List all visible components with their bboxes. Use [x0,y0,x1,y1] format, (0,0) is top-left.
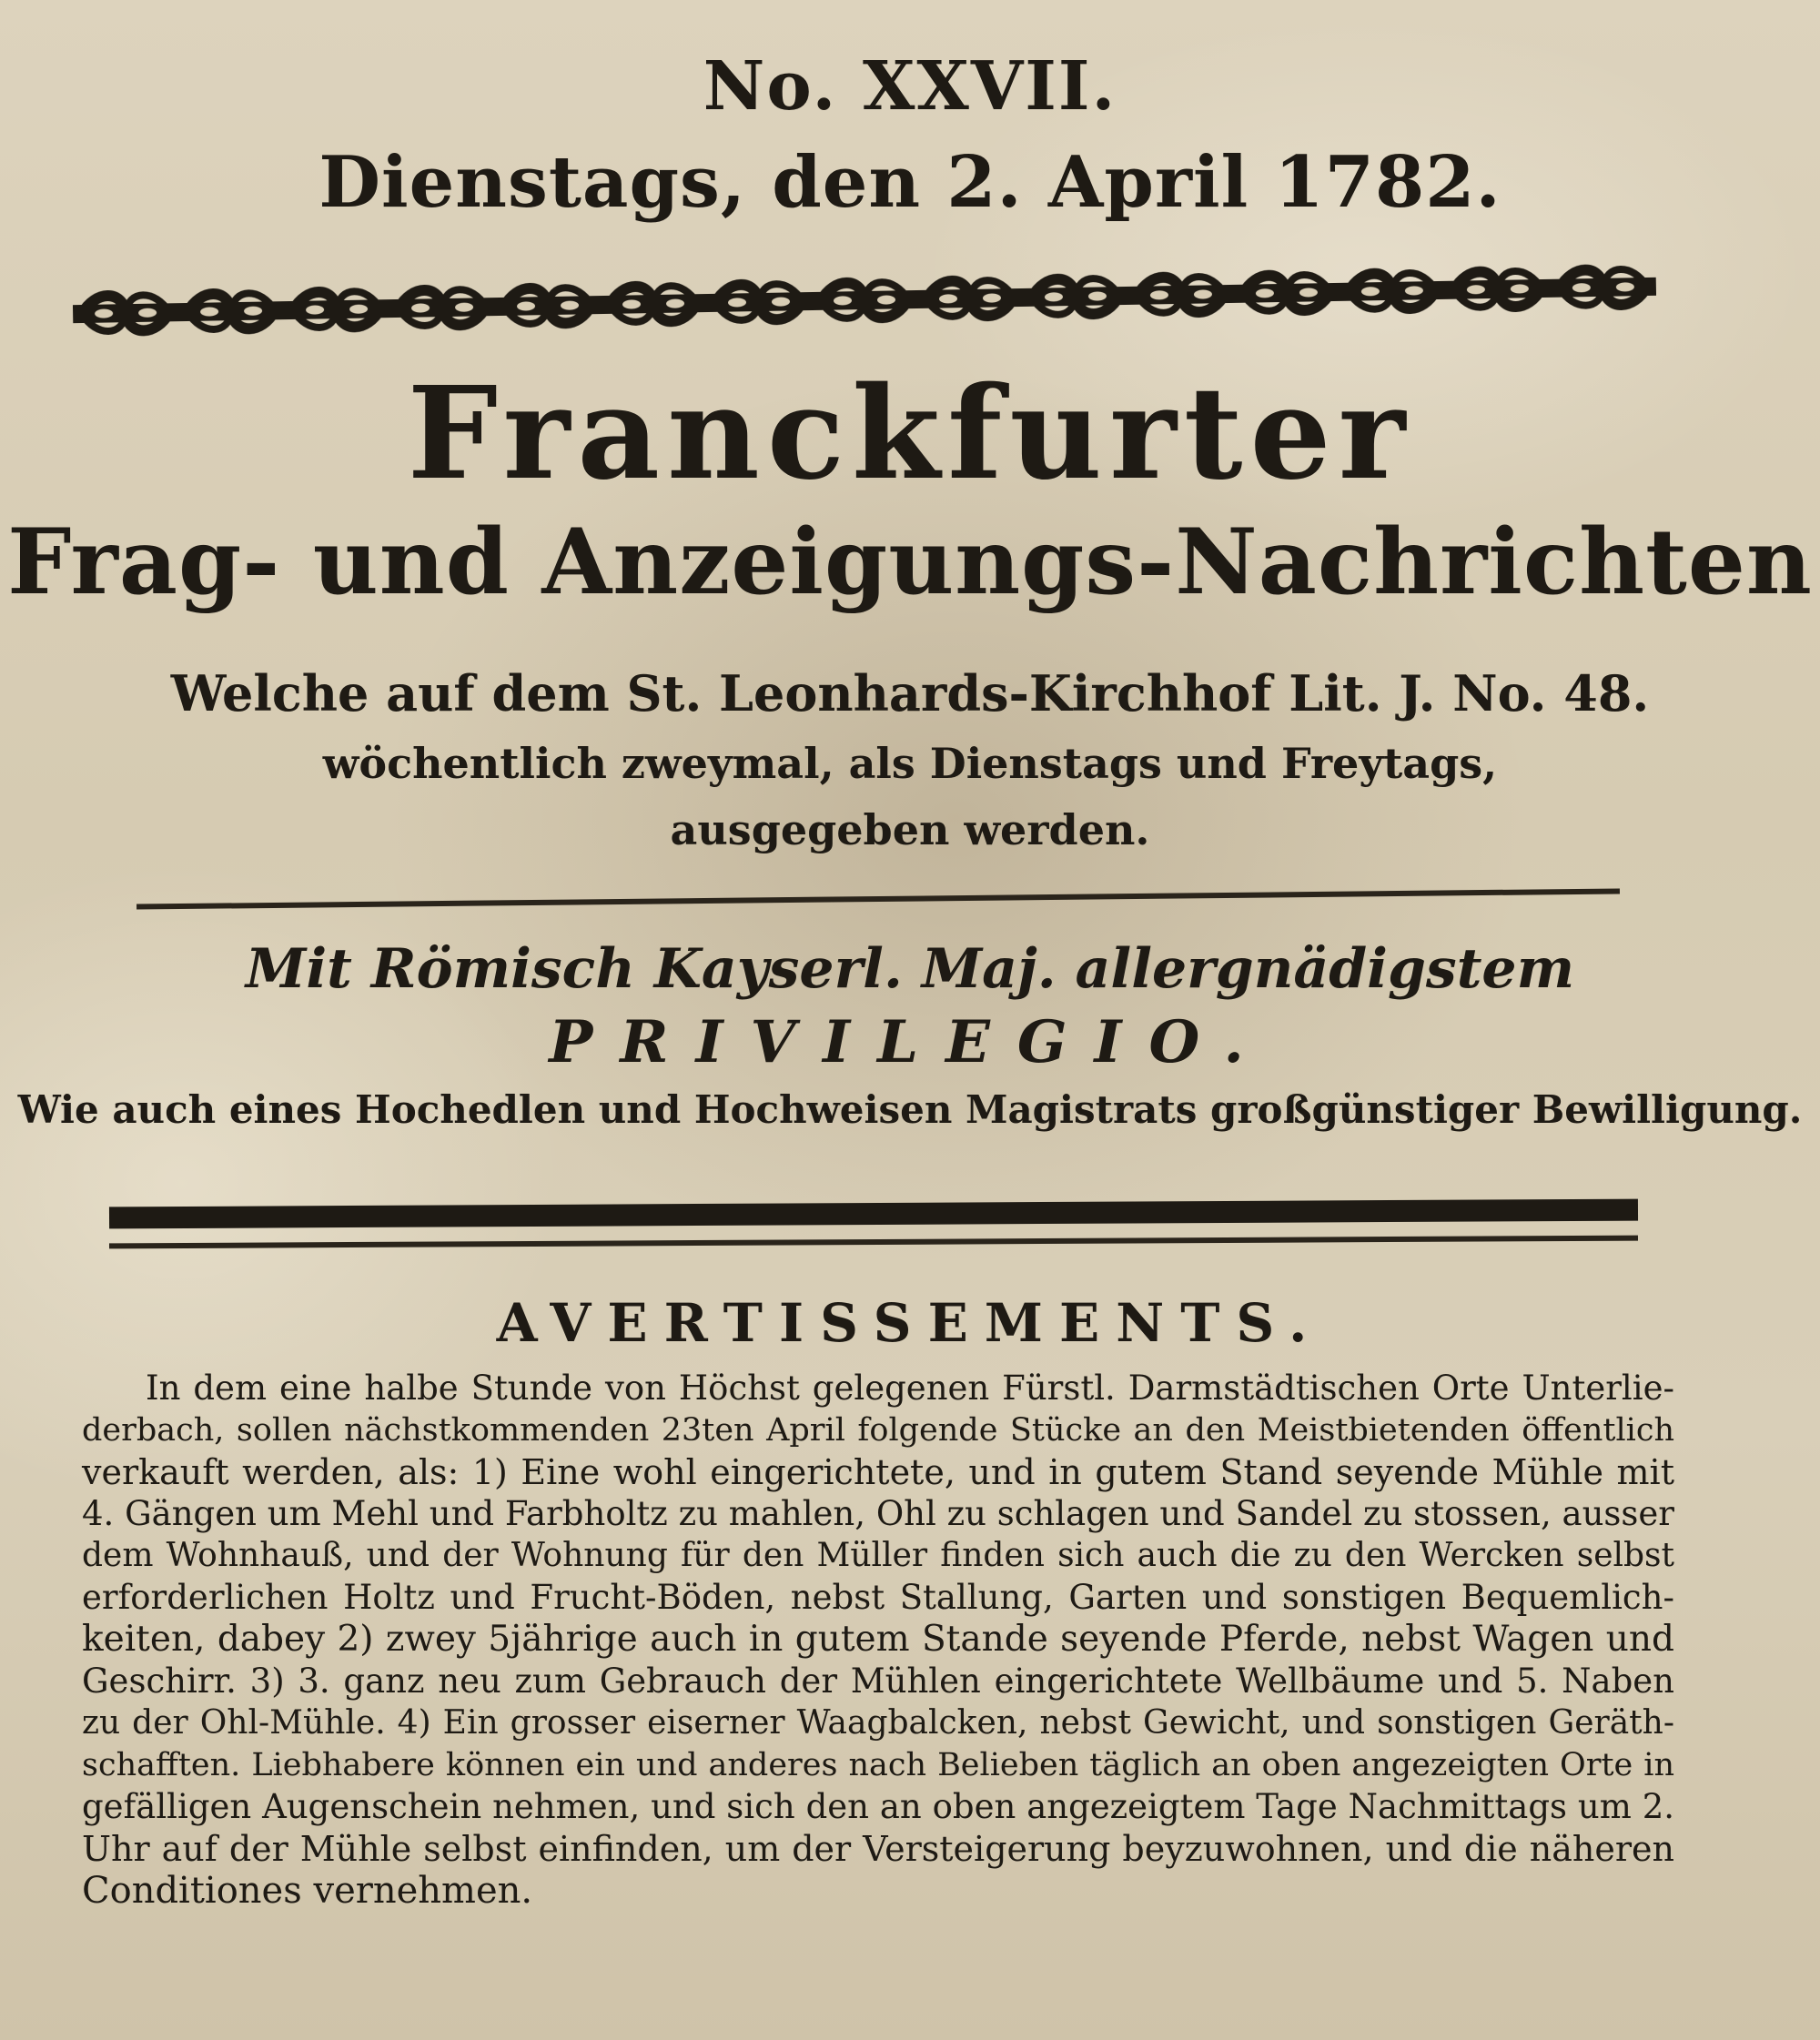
divider-rule-thin [136,888,1620,909]
article-line: zu der Ohl-Mühle. 4) Ein grosser eiserner Waagbalcken, nebst Gewicht, und sonstigen Geräth- [82,1704,1674,1742]
article-line: In dem eine halbe Stunde von Höchst gelegenen Fürstl. Darmstädtischen Orte Unterlie- [146,1368,1674,1408]
article-line: gefälligen Augenschein nehmen, und sich den an oben angezeigtem Tage Nachmittags um 2. [82,1787,1674,1826]
article-line: erforderlichen Holtz und Frucht-Böden, nebst Stallung, Garten und sonstigen Bequemlich- [82,1578,1674,1617]
article-line: schafften. Liebhabere können ein und anderes nach Belieben täglich an oben angezeigten Orte in [82,1747,1674,1783]
article-line: verkauft werden, als: 1) Eine wohl eingerichtete, und in gutem Stand seyende Mühle mit [82,1452,1674,1492]
newspaper-title-sub: Frag- und Anzeigungs-Nachrichten [7,510,1813,615]
article-line: Geschirr. 3) 3. ganz neu zum Gebrauch der Mühlen eingerichtete Wellbäume und 5. Naben [82,1661,1674,1701]
newspaper-title-main: Franckfurter [407,359,1413,509]
chain-ornament-border [73,264,1656,337]
publication-issued-line: ausgegeben werden. [670,805,1150,854]
article-line: Conditiones vernehmen. [82,1870,533,1912]
privilege-line: Mit Römisch Kayserl. Maj. allergnädigstem [245,937,1575,1001]
issue-date: Dienstags, den 2. April 1782. [318,141,1502,224]
publication-address-line: Welche auf dem St. Leonhards-Kirchhof Lit. J. No. 48. [170,664,1650,722]
privilegio-heading: PRIVILEGIO. [549,1008,1271,1076]
advertisement-article [82,1368,1674,1912]
article-line: derbach, sollen nächstkommenden 23ten April folgende Stücke an den Meistbietenden öffentlich [82,1412,1674,1449]
article-line: dem Wohnhauß, und der Wohnung für den Müller finden sich auch die zu den Wercken selbst [82,1537,1674,1574]
divider-rule-under [109,1236,1638,1249]
article-line: 4. Gängen um Mehl und Farbholtz zu mahlen, Ohl zu schlagen und Sandel zu stossen, ausser [82,1494,1674,1533]
divider-rule-thick [109,1199,1638,1229]
section-heading: AVERTISSEMENTS. [496,1292,1324,1354]
publication-schedule-line: wöchentlich zweymal, als Dienstags und Freytags, [322,739,1498,788]
magistrate-approval-line: Wie auch eines Hochedlen und Hochweisen Magistrats großgünstiger Bewilligung. [17,1087,1803,1132]
article-line: Uhr auf der Mühle selbst einfinden, um der Versteigerung beyzuwohnen, und die näheren [82,1829,1674,1869]
issue-number: No. XXVII. [703,47,1117,126]
article-line: keiten, dabey 2) zwey 5jährige auch in gutem Stande seyende Pferde, nebst Wagen und [82,1619,1674,1660]
